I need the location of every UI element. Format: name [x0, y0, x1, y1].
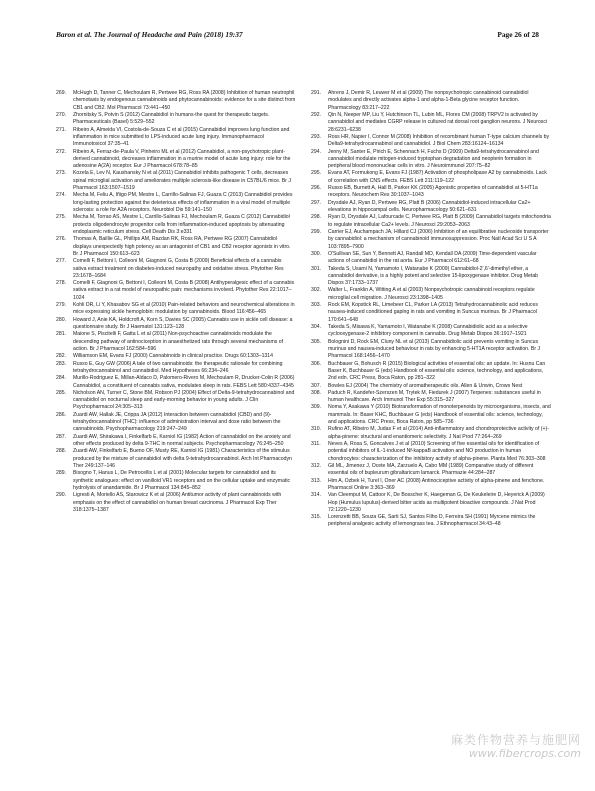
reference-number: 269. [56, 90, 67, 96]
reference-item [311, 287, 551, 302]
reference-number: 275. [56, 214, 67, 221]
reference-text: Noma Y, Asakawa Y (2010) Biotransformation of monoterpenoids by microorganisms, insects, and mammals. In: Baser KHC, Buchbauer G (eds) Handbook of essential oils: science, technology, and applications. CRC Press, Boca Raton, pp 585–736 [328, 404, 551, 426]
reference-text: Bowles EJ (2004) The chemistry of aromatherapeutic oils. Allen & Unwin, Crows Nest [328, 382, 523, 389]
reference-item [311, 170, 551, 185]
reference-item [311, 200, 551, 215]
reference-number: 300. [311, 250, 322, 257]
reference-item [311, 185, 551, 200]
reference-text: Kozela E, Lev N, Kaushansky N et al (2011) Cannabidiol inhibits pathogenic T cells, decreases spinal microglial activation and ameliorates multiple sclerosis-like disease in C57BL/6 mice. Br J Pharmacol 163:1507–1519 [73, 170, 291, 192]
reference-number: 312. [311, 462, 322, 469]
reference-text: Him A, Ozbek H, Turel I, Oner AC (2008) Antinociceptive activity of alpha-pinene and fenchone. Pharmacol Online 3:363–369 [328, 477, 545, 491]
watermark-site-name: 麻类作物营养与施肥网 [450, 733, 581, 747]
reference-item [56, 412, 296, 434]
reference-number: 286. [56, 411, 67, 418]
reference-number: 307. [311, 382, 322, 389]
reference-item [56, 214, 296, 236]
reference-number: 288. [56, 448, 67, 455]
reference-text: Ligresti A, Moriello AS, Starowicz K et al (2006) Antitumor activity of plant cannabinoids with emphasis on the effect of cannabidiol on human breast carcinoma. J Pharmacol Exp Ther 318:1375–1387 [73, 492, 282, 513]
reference-number: 305. [311, 338, 322, 345]
reference-number: 284. [56, 375, 67, 382]
reference-number: 274. [56, 192, 67, 199]
reference-text: Bisogno T, Hanus L, De Petrocellis L et al (2001) Molecular targets for cannabidiol and its synthetic analogues: effect on vanilloid VR1 receptors and on the cellular uptake and enzymatic hydrolysis of anandamide. Br J Pharmacol 134:845–852 [73, 470, 291, 491]
reference-item [311, 463, 551, 478]
reference-item [56, 149, 296, 171]
reference-item [311, 339, 551, 361]
reference-text: Mecha M, Torrao AS, Mestre L, Carrillo-Salinas FJ, Mechoulam R, Guaza C (2012) Cannabidiol protects oligodendrocyte progenitor cells from inflammation-induced apoptosis by attenuating endoplasmic reticulum stress. Cell Death Dis 3:e331 [73, 214, 290, 235]
reference-text: Russo EB, Burnett A, Hall B, Parker KK (2005) Agonistic properties of cannabidiol at 5-HT1a receptors. Neurochem Res 30:1037–1043 [328, 185, 538, 199]
reference-number: 297. [311, 199, 322, 206]
reference-text: Thomas A, Baillie GL, Phillips AM, Razdan RK, Ross RA, Pertwee RG (2007) Cannabidiol displays unexpectedly high potency as an antagonist of CB1 and CB2 receptor agonists in vitro. Br J Pharmacol 150:613–623 [73, 236, 291, 257]
reference-number: 296. [311, 185, 322, 192]
reference-number: 272. [56, 148, 67, 155]
reference-item [56, 192, 296, 214]
reference-number: 299. [311, 228, 322, 235]
reference-number: 314. [311, 492, 322, 499]
reference-number: 292. [311, 111, 322, 118]
reference-number: 270. [56, 111, 67, 118]
page-number: Page 26 of 28 [497, 30, 539, 39]
reference-text: Qin N, Neeper MP, Liu Y, Hutchinson TL, Lubin ML, Flores CM (2008) TRPV2 is activated by cannabidiol and mediates CGRP release in cultured rat dorsal root ganglion neurons. J Neurosci 28:6231–6238 [328, 111, 548, 133]
reference-number: 293. [311, 133, 322, 140]
reference-text: Evans AT, Formukong E, Evans FJ (1987) Activation of phospholipase A2 by cannabinoids. Lack of correlation with CNS effects. FEBS Lett 211:119–122 [328, 170, 547, 184]
reference-text: Paduch R, Kandefer-Szerszen M, Trytek M, Fiedurek J (2007) Terpenes: substances useful in human healthcare. Arch Immunol Ther Exp 55:315–327 [328, 389, 541, 404]
reference-number: 282. [56, 353, 67, 360]
reference-item [56, 353, 296, 360]
reference-item [311, 492, 551, 514]
reference-item [311, 90, 551, 112]
references-left-column [56, 90, 296, 750]
reference-item [56, 390, 296, 412]
reference-number: 285. [56, 389, 67, 396]
page-header [56, 30, 539, 39]
reference-item [311, 324, 551, 339]
reference-number: 279. [56, 302, 67, 309]
reference-text: O'Sullivan SE, Sun Y, Bennett AJ, Randall MD, Kendall DA (2009) Time-dependent vascular actions of cannabidiol in the rat aorta. Eur J Pharmacol 612:61–68 [328, 250, 537, 265]
reference-text: Maione S, Piscitelli F, Gatta L et al (2011) Non-psychoactive cannabinoids modulate the descending pathway of antinociception in anaesthetized rats through several mechanisms of action. Br J Pharmacol 162:584–596 [73, 331, 284, 352]
reference-item [56, 448, 296, 470]
reference-item [311, 134, 551, 149]
reference-item [56, 434, 296, 449]
reference-item [311, 251, 551, 266]
reference-text: Comelli F, Bettoni I, Colleoni M, Giagnoni G, Costa B (2009) Beneficial effects of a cannabis sativa extract treatment on diabetes-induced neuropathy and oxidative stress. Phytother Res 23:1678–1684 [73, 258, 284, 279]
reference-item [56, 331, 296, 353]
reference-item [56, 317, 296, 332]
reference-text: Takeda S, Misawa K, Yamamoto I, Watanabe K (2008) Cannabidiolic acid as a selective cyclooxygenase-2 inhibitory component in cannabis. Drug Metab Dispos 36:1917–1921 [328, 324, 528, 338]
reference-number: 310. [311, 426, 322, 433]
watermark-url: www.fibercrops.com [468, 747, 581, 761]
reference-item [311, 426, 551, 441]
reference-item [56, 236, 296, 258]
reference-item [56, 470, 296, 492]
reference-text: McHugh D, Tanner C, Mechoulam R, Pertwee RG, Ross RA (2008) Inhibition of human neutrophil chemotaxis by endogenous cannabinoids and phytocannabinoids: evidence for a site distinct from CB1 and CB2. Mol Pharmacol 73:441–450 [73, 90, 296, 111]
reference-number: 271. [56, 126, 67, 133]
reference-number: 276. [56, 236, 67, 243]
reference-text: Murillo-Rodriguez E, Millan-Aldaco D, Palomero-Rivero M, Mechoulam R, Drucker-Colin R (2006) Cannabidiol, a constituent of cannabis sativa, modulates sleep in rats. FEBS Lett 580:4337–4345 [73, 375, 295, 389]
reference-item [56, 258, 296, 280]
reference-number: 273. [56, 170, 67, 177]
reference-item [56, 302, 296, 317]
reference-text: Buchbauer G, Bohusch R (2015) Biological activities of essential oils: an update. In: Husnu Can Baser K, Buchbauer G (eds) Handbook of essential oils: science, technology, and applications, 2nd edn. CRC Press, Boca Raton, pp 281–322 [328, 360, 546, 382]
reference-text: Drysdale AJ, Ryan D, Pertwee RG, Platt B (2006) Cannabidiol-induced intracellular Ca2+ elevations in hippocampal cells. Neuropharmacology 50:621–631 [328, 199, 531, 213]
reference-item [311, 112, 551, 134]
reference-item [311, 214, 551, 229]
reference-number: 295. [311, 170, 322, 177]
reference-text: Zuardi AW, Shirakawa I, Finkelfarb E, Karniol IG (1982) Action of cannabidiol on the anxiety and other effects produced by delta 9-THC in normal subjects. Psychopharmacology 76:245–250 [73, 433, 291, 447]
reference-item [56, 361, 296, 376]
reference-text: Rock EM, Kopstick RL, Limebeer CL, Parker LA (2013) Tetrahydrocannabinolic acid reduces nausea-induced conditioned gaping in rats and vomiting in Suncus murinus. Br J Pharmacol 170:641–648 [328, 302, 538, 323]
reference-item [56, 280, 296, 302]
reference-text: Zuardi AW, Finkelfarb E, Bueno OF, Musty RE, Karniol IG (1981) Characteristics of the stimulus produced by the mixture of cannabidiol with delta 9-tetrahydrocannabinol. Arch Int Pharmacodyn Ther 249:137–146 [73, 448, 292, 469]
reference-number: 289. [56, 470, 67, 477]
reference-item [56, 170, 296, 192]
reference-item [311, 390, 551, 405]
reference-text: Van Cleemput M, Cattoor K, De Bosscher K, Haegeman G, De Keukeleire D, Heyerick A (2009) Hop (Humulus lupulus)-derived bitter acids as multipotent bioactive compounds. J Nat Prod 72:1220–1230 [328, 492, 545, 513]
reference-item [56, 90, 296, 112]
references-right-column [311, 90, 551, 750]
reference-number: 294. [311, 148, 322, 155]
journal-citation: Baron et al. The Journal of Headache and Pain (2018) 19:37 [56, 30, 243, 39]
reference-number: 277. [56, 258, 67, 265]
reference-number: 291. [311, 90, 322, 96]
reference-text: Rufino AT, Ribeiro M, Judas F et al (2014) Anti-inflammatory and chondroprotective activity of (+)-alpha-pinene: structural and enantiomeric selectivity. J Nat Prod 77:264–269 [328, 426, 549, 440]
reference-text: Takeda S, Usami N, Yamamoto I, Watanabe K (2009) Cannabidiol-2',6'-dimethyl ether, a cannabidiol derivative, is a highly potent and selective 15-lipoxygenase inhibitor. Drug Metab Dispos 37:1733–1737 [328, 265, 539, 287]
reference-number: 287. [56, 433, 67, 440]
reference-text: Mecha M, Feliu A, Iñigo PM, Mestre L, Carrillo-Salinas FJ, Guaza C (2013) Cannabidiol provides long-lasting protection against the deleterious effects of inflammation in a viral model of multiple sclerosis: a role for A2A receptors. Neurobiol Dis 59:141–150 [73, 192, 293, 213]
reference-item [56, 112, 296, 127]
reference-text: Ross HR, Napier I, Connor M (2008) Inhibition of recombinant human T-type calcium channels by Delta9-tetrahydrocannabinol and cannabidiol. J Biol Chem 283:16124–16134 [328, 133, 550, 148]
reference-number: 302. [311, 287, 322, 294]
reference-text: Lorenzetti BB, Souza GE, Sarti SJ, Santos Filho D, Ferreira SH (1991) Myrcene mimics the peripheral analgesic activity of lemongrass tea. J Ethnopharmacol 34:43–48 [328, 514, 536, 528]
reference-item [311, 149, 551, 171]
reference-item [56, 375, 296, 390]
reference-number: 311. [311, 441, 321, 447]
reference-text: Carrier EJ, Auchampach JA, Hillard CJ (2006) Inhibition of an equilibrative nucleoside transporter by cannabidiol: a mechanism of cannabinoid immunosuppression. Proc Natl Acad Sci U S A 103:7895–7900 [328, 228, 549, 250]
reference-item [311, 383, 551, 390]
reference-item [311, 302, 551, 324]
reference-item [311, 441, 551, 463]
reference-text: Russo E, Guy GW (2006) A tale of two cannabinoids: the therapeutic rationale for combining tetrahydrocannabinol and cannabidiol. Med Hypotheses 66:234–246 [73, 360, 283, 374]
reference-item [311, 266, 551, 288]
reference-item [311, 229, 551, 251]
reference-number: 303. [311, 302, 322, 309]
reference-number: 306. [311, 360, 322, 367]
reference-item [311, 478, 551, 493]
reference-text: Nicholson AN, Turner C, Stone BM, Robson PJ (2004) Effect of Delta-9-tetrahydrocannabinol and cannabidiol on nocturnal sleep and early-morning behavior in young adults. J Clin Psychopharmacol 24:305–313 [73, 389, 295, 411]
reference-text: Howard J, Anie KA, Holdcroft A, Korn S, Davies SC (2005) Cannabis use in sickle cell disease: a questionnaire study. Br J Haematol 131:123–128 [73, 316, 293, 330]
reference-number: 290. [56, 492, 67, 499]
reference-number: 298. [311, 214, 322, 221]
reference-number: 280. [56, 316, 67, 323]
reference-text: Walter L, Franklin A, Witting A et al (2003) Nonpsychotropic cannabinoid receptors regulate microglial cell migration. J Neurosci 23:1398–1405 [328, 287, 535, 301]
reference-number: 278. [56, 280, 67, 287]
reference-text: Jenny M, Santer E, Pirich E, Schennach H, Fuchs D (2009) Delta9-tetrahydrocannabinol and cannabidiol modulate mitogen-induced tryptophan degradation and neopterin formation in peripheral blood mononuclear cells in vitro. J Neuroimmunol 207:75–82 [328, 148, 539, 170]
reference-text: Ahrens J, Demir R, Leuwer M et al (2009) The nonpsychotropic cannabinoid cannabidiol modulates and directly activates alpha-1 and alpha-1-Beta glycine receptor function. Pharmacology 83:217–222 [328, 90, 529, 111]
site-watermark [451, 733, 581, 761]
reference-text: Neves A, Rosa S, Goncalves J et al (2010) Screening of five essential oils for identification of potential inhibitors of IL-1-induced Nf-kappaB activation and NO production in human chondrocytes: characterization of the inhibitory activity of alpha-pinene. Planta Med 76:303–308 [328, 441, 546, 462]
reference-number: 308. [311, 389, 322, 396]
reference-number: 315. [311, 514, 322, 521]
reference-number: 281. [56, 331, 67, 338]
reference-item [311, 514, 551, 529]
reference-text: Ryan D, Drysdale AJ, Lafourcade C, Pertwee RG, Platt B (2009) Cannabidiol targets mitochondria to regulate intracellular Ca2+ levels. J Neurosci 29:2053–2063 [328, 214, 551, 228]
references-columns [56, 90, 551, 750]
reference-number: 313. [311, 477, 322, 484]
reference-number: 301. [311, 265, 322, 272]
reference-text: Williamson EM, Evans FJ (2000) Cannabinoids in clinical practice. Drugs 60:1303–1314 [73, 353, 274, 360]
reference-text: Kohli DR, Li Y, Khasabov SG et al (2010) Pain-related behaviors and neurochemical alterations in mice expressing sickle hemoglobin: modulation by cannabinoids. Blood 116:456–465 [73, 302, 295, 316]
reference-number: 309. [311, 404, 322, 411]
reference-number: 304. [311, 324, 322, 330]
reference-item [56, 492, 296, 514]
reference-text: Zhornitsky S, Potvin S (2012) Cannabidiol in humans-the quest for therapeutic targets. Pharmaceuticals (Basel) 5:529–552 [73, 111, 270, 126]
reference-text: Gil ML, Jimenez J, Ocete MA, Zarzuelo A, Cabo MM (1989) Comparative study of different essential oils of bupleurum gibraltaricum lamarck. Pharmazie 44:284–287 [328, 462, 534, 477]
reference-text: Zuardi AW, Hallak JE, Crippa JA (2012) Interaction between cannabidiol (CBD) and (9)-tetrahydrocannabinol (THC): influence of administration interval and dose ratio between the cannabinoids. Psychopharmacology 219:247–249 [73, 411, 281, 433]
reference-text: Ribeiro A, Almeida VI, Costola-de-Souza C et al (2015) Cannabidiol improves lung function and inflammation in mice submitted to LPS-induced acute lung injury. Immunopharmacol Immunotoxicol 37:35–41 [73, 126, 290, 148]
reference-item [56, 127, 296, 149]
reference-item [311, 404, 551, 426]
reference-number: 283. [56, 360, 67, 367]
reference-text: Ribeiro A, Ferraz-de-Paula V, Pinheiro ML et al (2012) Cannabidiol, a non-psychotropic plant-derived cannabinoid, decreases inflammation in a murine model of acute lung injury: role for the adenosine A(2A) receptor. Eur J Pharmacol 678:78–85 [73, 148, 291, 170]
reference-item [311, 361, 551, 383]
reference-text: Bolognini D, Rock EM, Cluny NL et al (2013) Cannabidiolic acid prevents vomiting in Suncus murinus and nausea-induced behaviour in rats by enhancing 5-HT1A receptor activation. Br J Pharmacol 168:1456–1470 [328, 338, 541, 360]
reference-text: Comelli F, Giagnoni G, Bettoni I, Colleoni M, Costa B (2008) Antihyperalgesic effect of a cannabis sativa extract in a rat model of neuropathic pain: mechanisms involved. Phytother Res 22:1017–1024 [73, 280, 295, 301]
